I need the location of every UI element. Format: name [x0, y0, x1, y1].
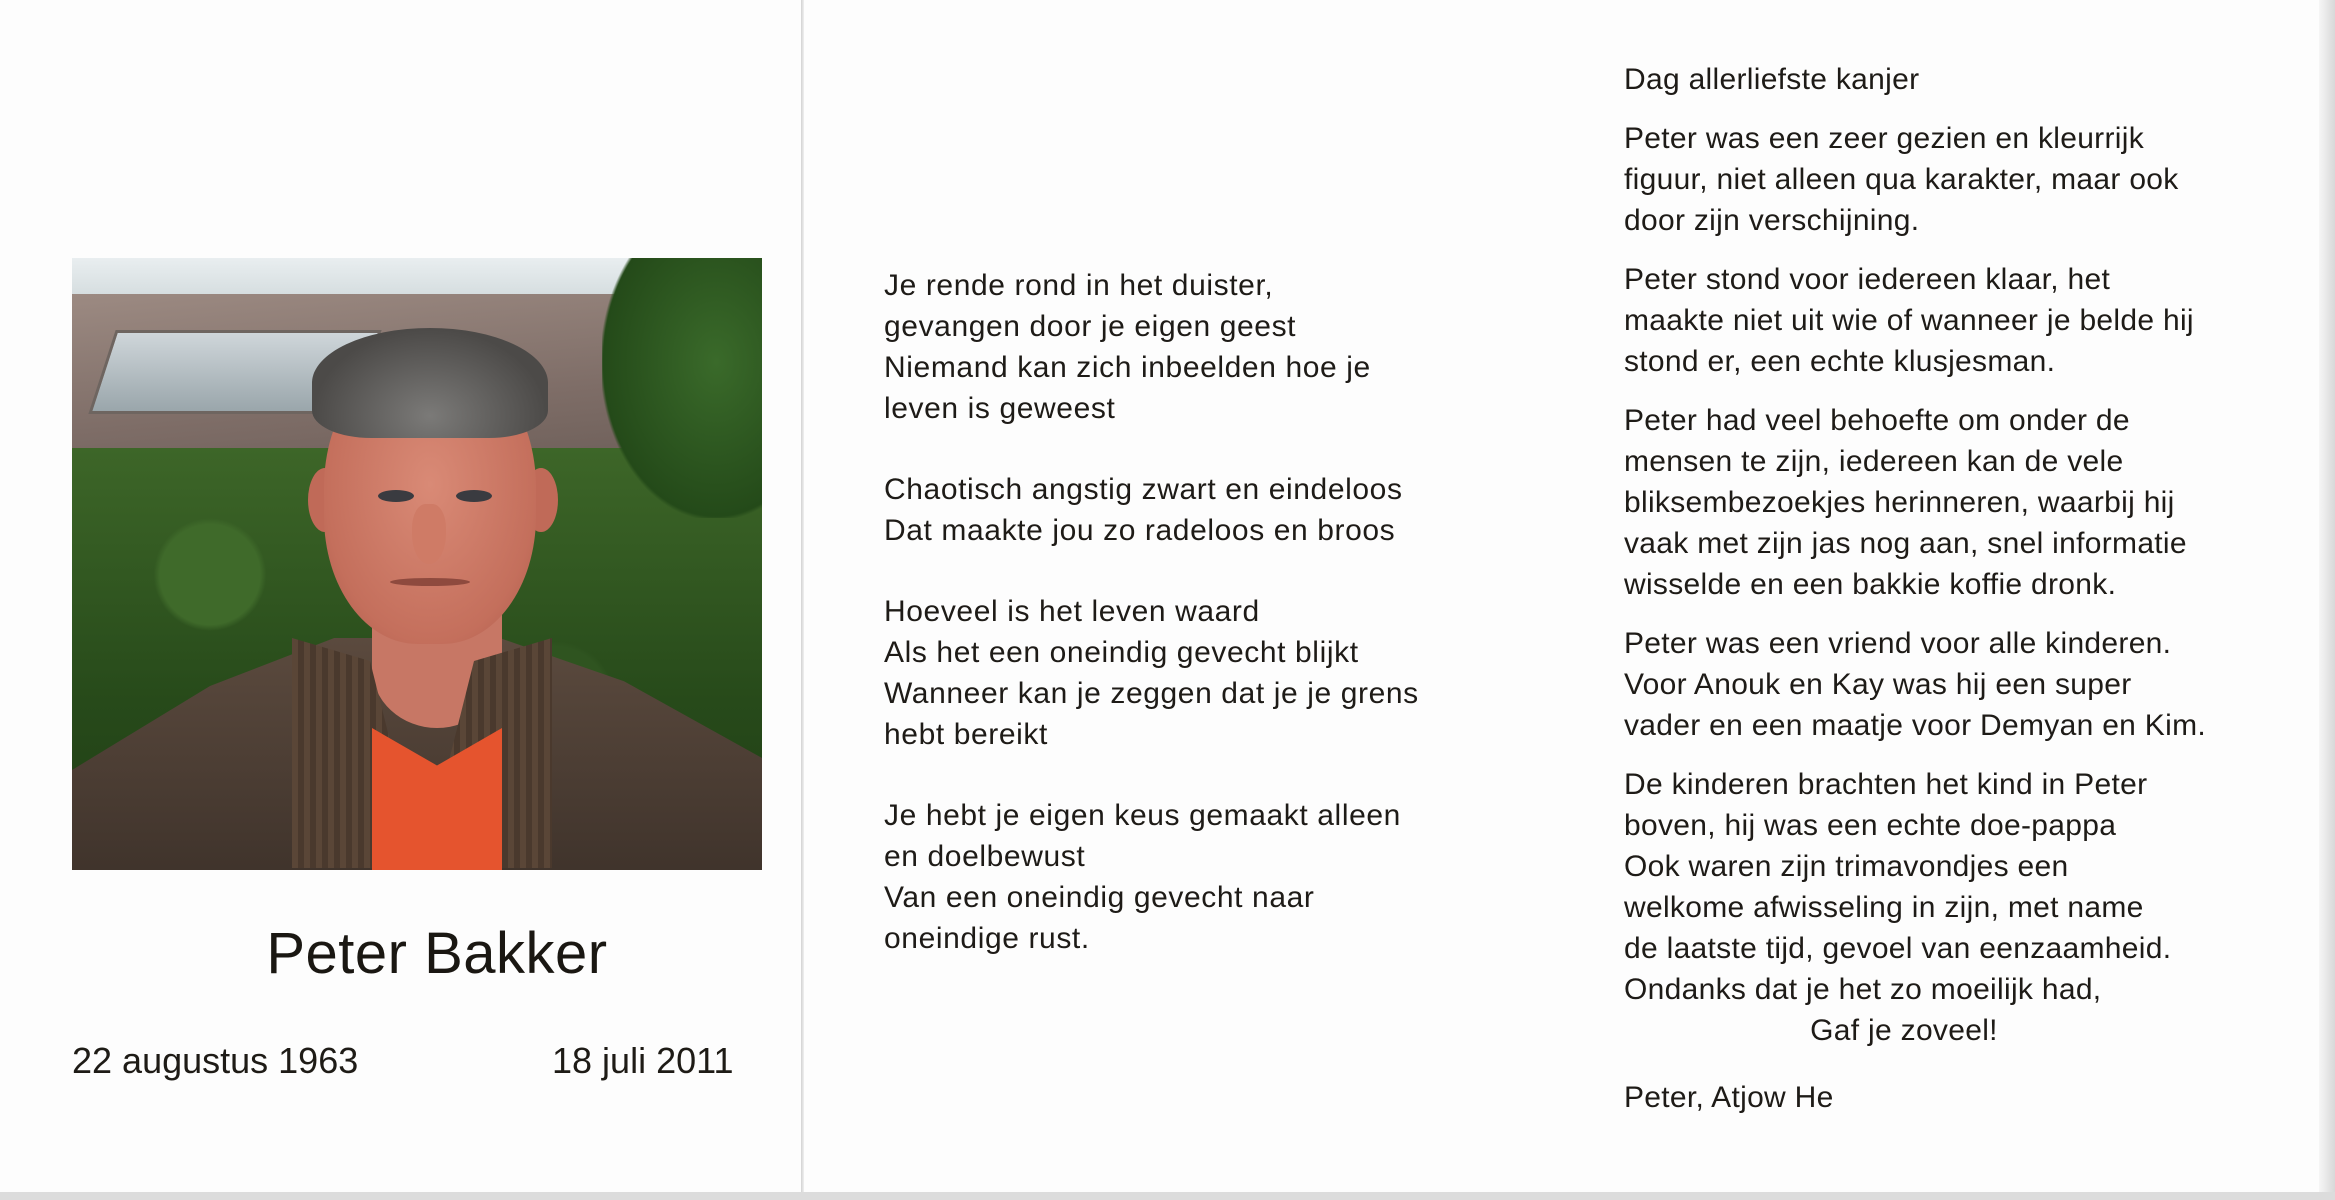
tribute-line: Peter was een vriend voor alle kinderen.	[1624, 627, 2172, 660]
tribute-line: wisselde en een bakkie koffie dronk.	[1624, 568, 2117, 601]
tribute-line: Peter stond voor iedereen klaar, het	[1624, 263, 2111, 296]
card-fold-line	[801, 0, 804, 1195]
poem-line: Hoeveel is het leven waard	[884, 595, 1260, 628]
tribute-text	[1624, 59, 2314, 1118]
poem-line: oneindige rust.	[884, 922, 1090, 955]
tribute-paragraph	[1624, 623, 2314, 746]
tribute-line: Ondanks dat je het zo moeilijk had,	[1624, 973, 2102, 1006]
poem-line: Niemand kan zich inbeelden hoe je	[884, 351, 1371, 384]
poem-stanza	[884, 795, 1524, 959]
poem-line: gevangen door je eigen geest	[884, 310, 1297, 343]
poem-line: Chaotisch angstig zwart en eindeloos	[884, 473, 1403, 506]
card-bottom-edge	[0, 1192, 2335, 1200]
tribute-signoff: Peter, Atjow He	[1624, 1081, 1834, 1114]
tribute-line: stond er, een echte klusjesman.	[1624, 345, 2056, 378]
poem-line: leven is geweest	[884, 392, 1116, 425]
tribute-line: de laatste tijd, gevoel van eenzaamheid.	[1624, 932, 2172, 965]
tribute-line: mensen te zijn, iedereen kan de vele	[1624, 445, 2124, 478]
tribute-paragraph	[1624, 764, 2314, 1051]
poem-line: Als het een oneindig gevecht blijkt	[884, 636, 1359, 669]
poem-stanza	[884, 591, 1524, 755]
poem-line: Van een oneindig gevecht naar	[884, 881, 1315, 914]
poem-line: hebt bereikt	[884, 718, 1048, 751]
tribute-line: vader en een maatje voor Demyan en Kim.	[1624, 709, 2206, 742]
poem-line: en doelbewust	[884, 840, 1086, 873]
tribute-line: welkome afwisseling in zijn, met name	[1624, 891, 2144, 924]
poem-line: Dat maakte jou zo radeloos en broos	[884, 514, 1396, 547]
poem-stanza	[884, 265, 1524, 429]
tribute-line: door zijn verschijning.	[1624, 204, 1920, 237]
tribute-line: maakte niet uit wie of wanneer je belde hij	[1624, 304, 2194, 337]
poem-line: Je hebt je eigen keus gemaakt alleen	[884, 799, 1401, 832]
tribute-line: Peter was een zeer gezien en kleurrijk	[1624, 122, 2144, 155]
tribute-line: Voor Anouk en Kay was hij een super	[1624, 668, 2132, 701]
tribute-line: Peter had veel behoefte om onder de	[1624, 404, 2130, 437]
tribute-line: boven, hij was een echte doe-pappa	[1624, 809, 2117, 842]
tribute-closing-line: Gaf je zoveel!	[1810, 1014, 1998, 1047]
tribute-greeting: Dag allerliefste kanjer	[1624, 63, 1920, 96]
poem-line: Wanneer kan je zeggen dat je je grens	[884, 677, 1419, 710]
portrait-photo	[72, 258, 762, 870]
tribute-line: Ook waren zijn trimavondjes een	[1624, 850, 2069, 883]
tribute-paragraph	[1624, 259, 2314, 382]
poem	[884, 265, 1524, 999]
tribute-paragraph	[1624, 400, 2314, 605]
poem-stanza	[884, 469, 1524, 551]
card-right-edge	[2319, 0, 2335, 1200]
poem-line: Je rende rond in het duister,	[884, 269, 1274, 302]
death-date: 18 juli 2011	[552, 1040, 734, 1081]
deceased-name: Peter Bakker	[266, 921, 608, 986]
tribute-line: vaak met zijn jas nog aan, snel informatie	[1624, 527, 2187, 560]
tribute-line: bliksembezoekjes herinneren, waarbij hij	[1624, 486, 2175, 519]
tribute-paragraph	[1624, 118, 2314, 241]
birth-date: 22 augustus 1963	[72, 1040, 359, 1081]
tribute-line: figuur, niet alleen qua karakter, maar ook	[1624, 163, 2179, 196]
tribute-line: De kinderen brachten het kind in Peter	[1624, 768, 2148, 801]
